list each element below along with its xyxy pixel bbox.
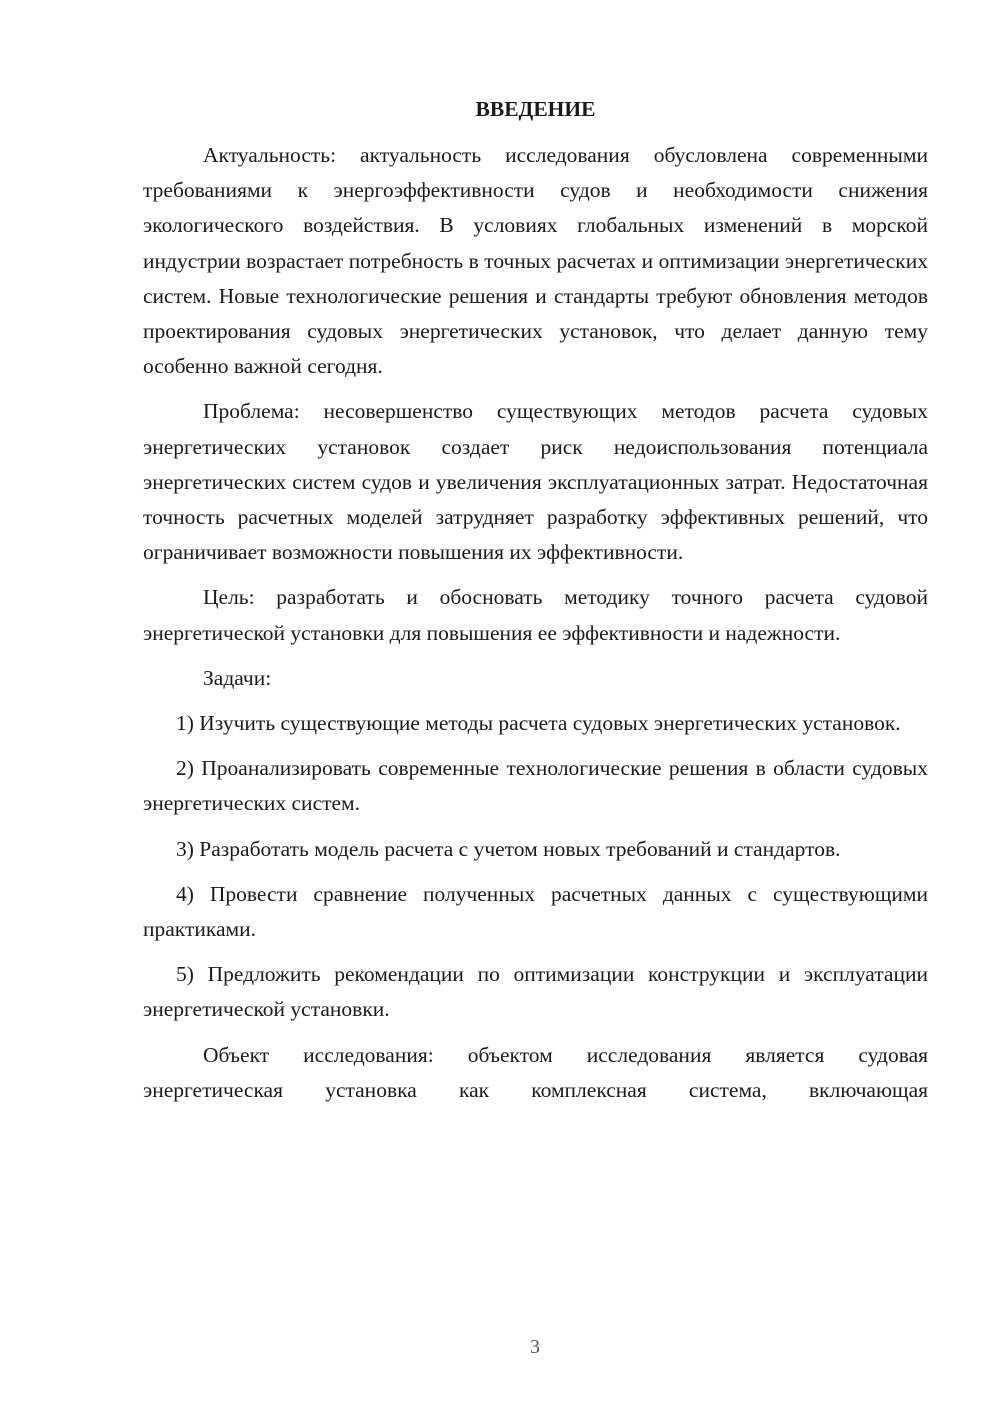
document-page (143, 92, 928, 1108)
problem-paragraph: Проблема: несовершенство существующих методов расчета судовых энергетических установок создает риск недоиспользования потенциала энергетических систем судов и увеличения эксплуатационных затрат. Недостаточная точность расчетных моделей затрудняет разработку эффективных решений, что ограничивает возможности повышения их эффективности. (143, 399, 928, 565)
task-item: 3) Разработать модель расчета с учетом новых требований и стандартов. (176, 836, 841, 861)
task-item: 2) Проанализировать современные технологические решения в области судовых энергетических систем. (143, 756, 928, 816)
goal-paragraph: Цель: разработать и обосновать методику точного расчета судовой энергетической установки для повышения ее эффективности и надежности. (143, 585, 928, 645)
tasks-list (143, 706, 928, 1028)
object-paragraph: Объект исследования: объектом исследования является судовая энергетическая установка как комплексная система, включающая (143, 1042, 928, 1102)
page-number: 3 (530, 1336, 540, 1358)
task-item: 1) Изучить существующие методы расчета судовых энергетических установок. (176, 711, 901, 736)
task-item: 5) Предложить рекомендации по оптимизации конструкции и эксплуатации энергетической установки. (143, 962, 928, 1022)
tasks-label: Задачи: (203, 665, 272, 690)
page-title: ВВЕДЕНИЕ (475, 97, 596, 121)
relevance-paragraph: Актуальность: актуальность исследования обусловлена современными требованиями к энергоэффективности судов и необходимости снижения экологического воздействия. В условиях глобальных изменений в морской индустрии возрастает потребность в точных расчетах и оптимизации энергетических систем. Новые технологические решения и стандарты требуют обновления методов проектирования судовых энергетических установок, что делает данную тему особенно важной сегодня. (143, 143, 928, 379)
task-item: 4) Провести сравнение полученных расчетных данных с существующими практиками. (143, 881, 928, 942)
